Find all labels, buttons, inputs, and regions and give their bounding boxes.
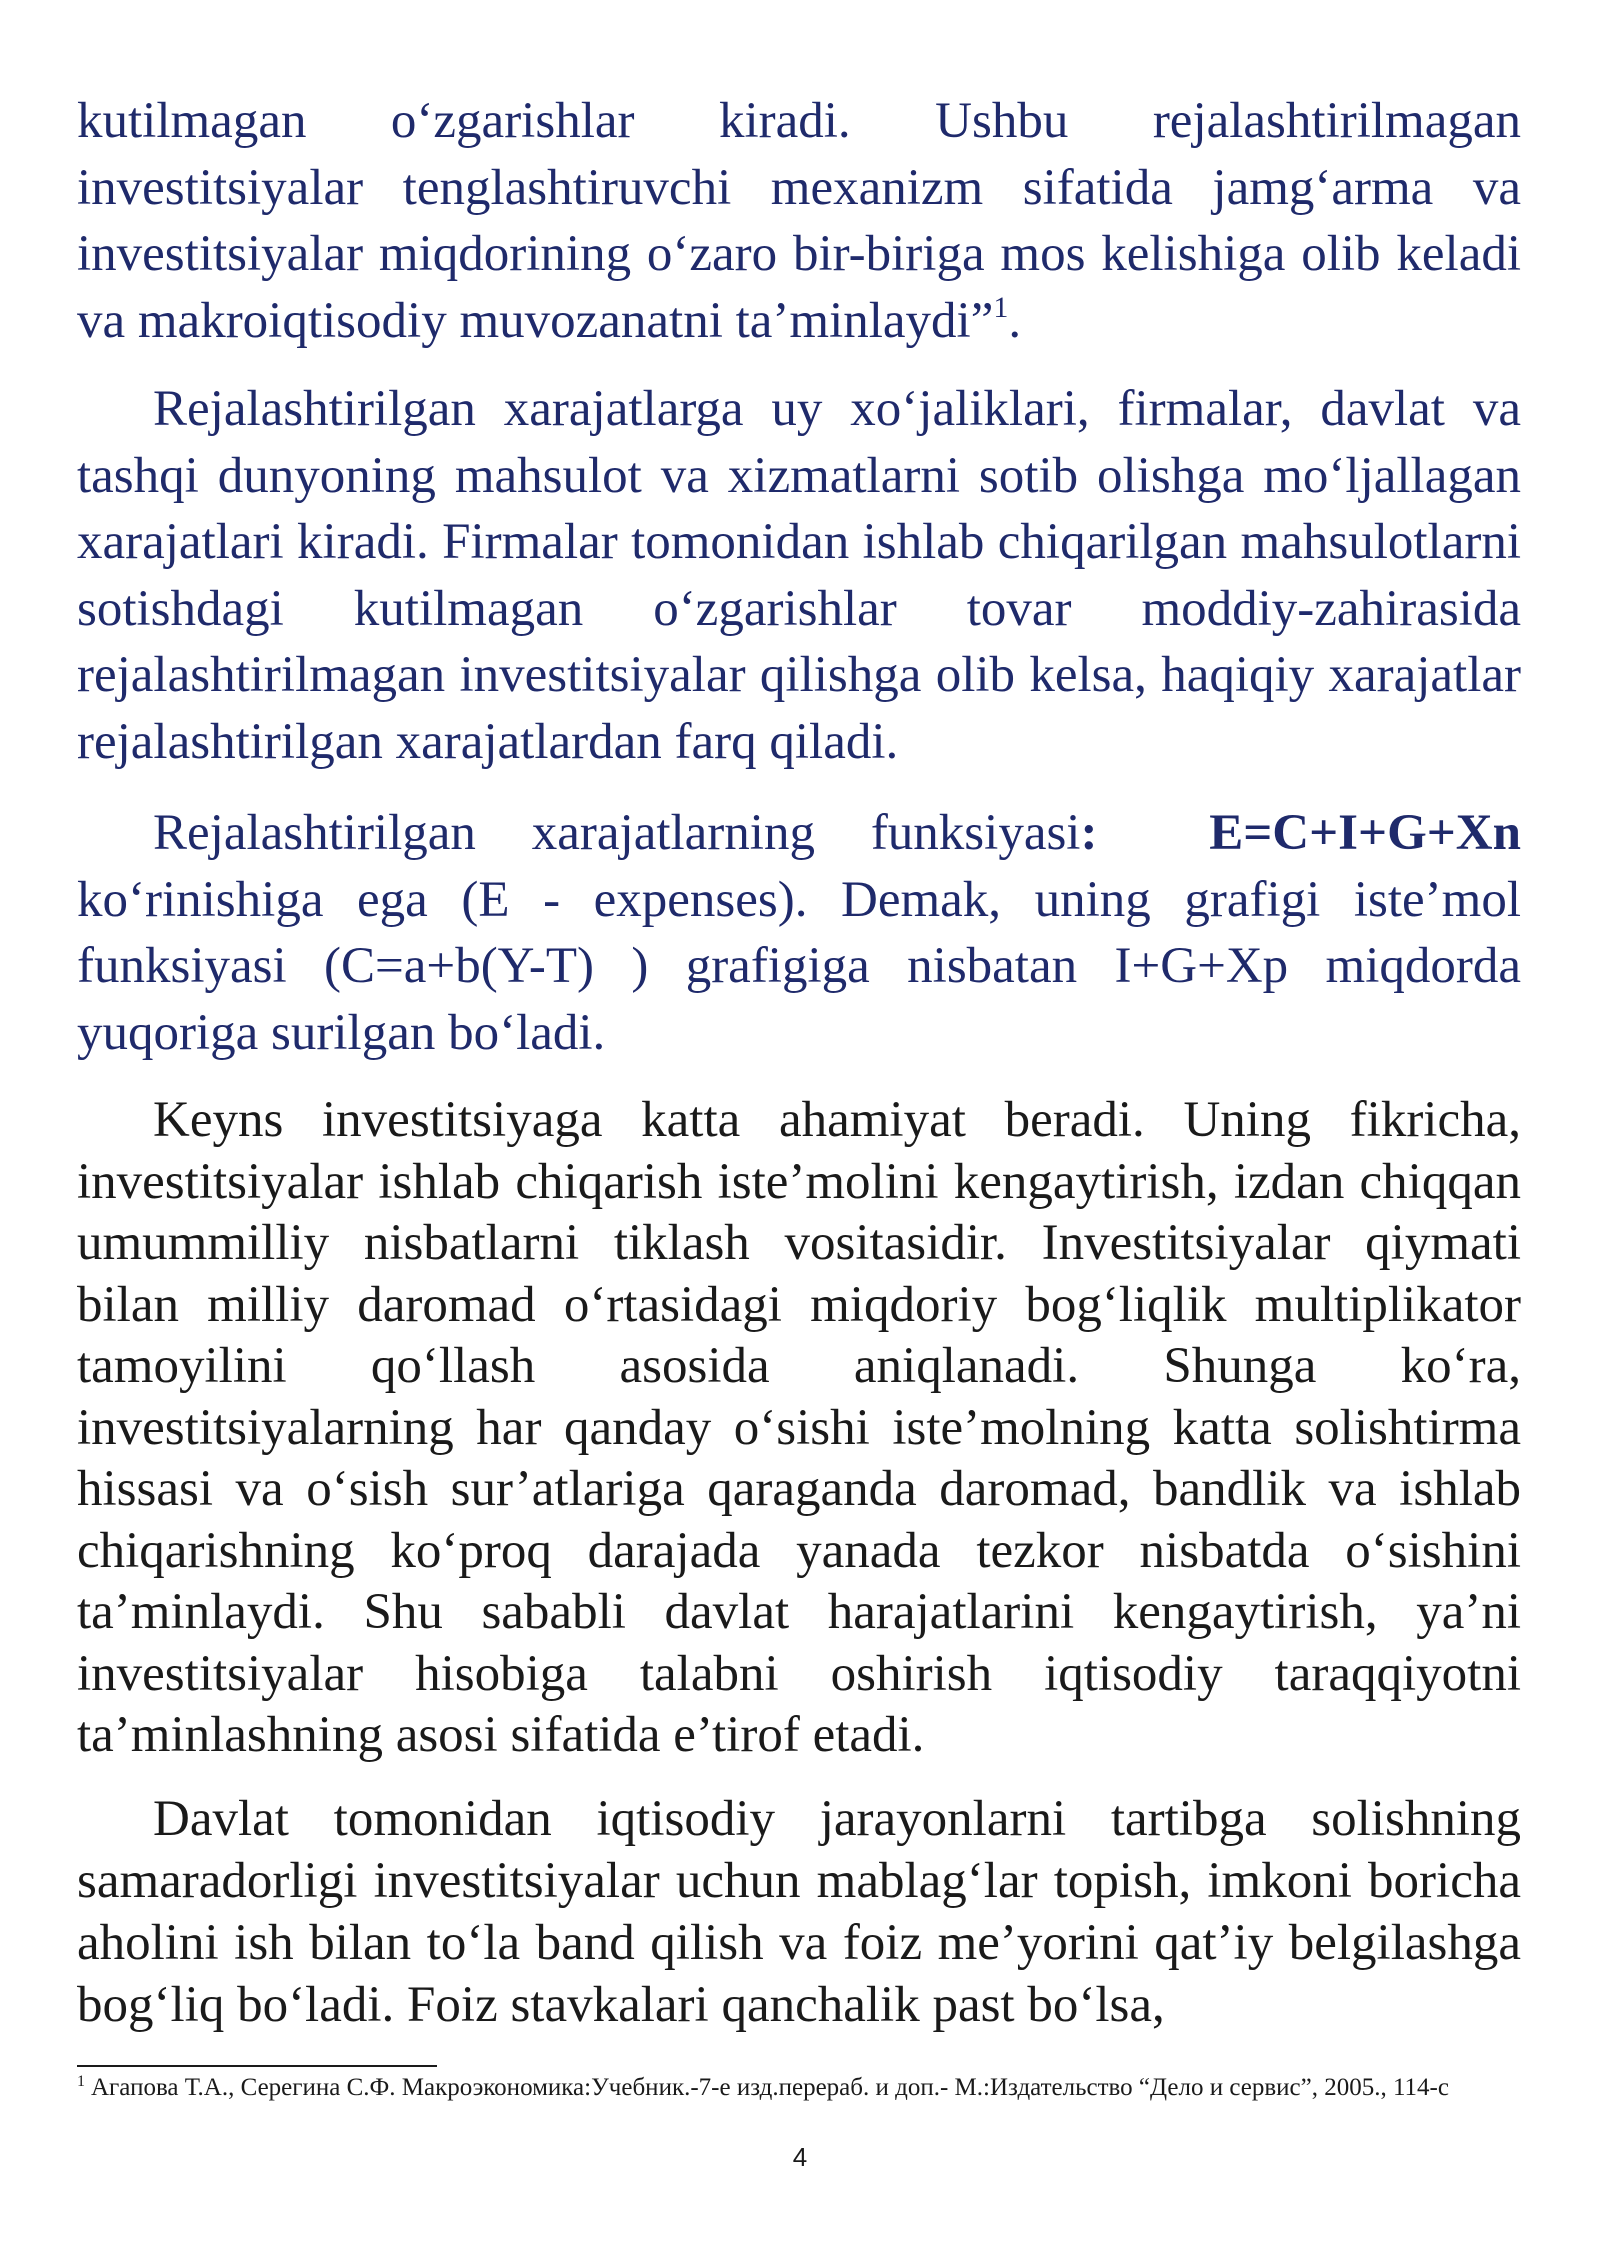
footnote (77, 2072, 1521, 2104)
paragraph-3 (77, 800, 1521, 1066)
paragraph-2: Rejalashtirilgan xarajatlarga uy xo‘jaliklari, firmalar, davlat va tashqi dunyoning mahsulot va xizmatlarni sotib olishga mo‘ljallagan xarajatlari kiradi. Firmalar tomonidan ishlab chiqarilgan mahsulotlarni sotishdagi kutilmagan o‘zgarishlar tovar moddiy-zahirasida rejalashtirilmagan investitsiyalar qilishga olib kelsa, haqiqiy xarajatlar rejalashtirilgan xarajatlardan farq qiladi. (77, 381, 1521, 770)
paragraph-1-text: kutilmagan o‘zgarishlar kiradi. Ushbu rejalashtirilmagan investitsiyalar tenglashtiruvchi mexanizm sifatida jamg‘arma va investitsiyalar miqdorining o‘zaro bir-biriga mos kelishiga olib keladi va makroiqtisodiy muvozanatni ta’minlaydi” (77, 93, 1521, 349)
expenses-formula: E=C+I+G+Xn (1209, 805, 1521, 861)
footnote-text: Агапова Т.А., Серегина С.Ф. Макроэкономика:Учебник.-7-е изд.перераб. и доп.- М.:Издательство “Дело и сервис”, 2005., 114-с (91, 2074, 1449, 2101)
paragraph-3-colon: : (1080, 805, 1098, 861)
paragraph-5: Davlat tomonidan iqtisodiy jarayonlarni tartibga solishning samaradorligi investitsiyalar uchun mablag‘lar topish, imkoni boricha aholini ish bilan to‘la band qilish va foiz me’yorini qat’iy belgilashga bog‘liq bo‘ladi. Foiz stavkalari qanchalik past bo‘lsa, (77, 1791, 1521, 2033)
paragraph-1 (77, 88, 1521, 354)
footnote-marker: 1 (77, 2073, 85, 2090)
paragraph-4: Keyns investitsiyaga katta ahamiyat beradi. Uning fikricha, investitsiyalar ishlab chiqarish iste’molini kengaytirish, izdan chiqqan umummilliy nisbatlarni tiklash vositasidir. Investitsiyalar qiymati bilan milliy daromad o‘rtasidagi miqdoriy bog‘liqlik multiplikator tamoyilini qo‘llash asosida aniqlanadi. Shunga ko‘ra, investitsiyalarning har qanday o‘sishi iste’molning katta solishtirma hissasi va o‘sish sur’atlariga qaraganda daromad, bandlik va ishlab chiqarishning ko‘proq darajada yanada tezkor nisbatda o‘sishini ta’minlaydi. Shu sababli davlat harajatlarini kengaytirish, ya’ni investitsiyalar hisobiga talabni oshirish iqtisodiy taraqqiyotni ta’minlashning asosi sifatida e’tirof etadi. (77, 1092, 1521, 1763)
paragraph-3-rest: ko‘rinishiga ega (E - expenses). Demak, uning grafigi iste’mol funksiyasi (C=a+b(Y-T) ) grafigiga nisbatan I+G+Xp miqdorda yuqoriga surilgan bo‘ladi. (77, 871, 1521, 1061)
footnote-reference: 1 (993, 290, 1009, 324)
footnote-separator (77, 2065, 437, 2067)
paragraph-3-lead: Rejalashtirilgan xarajatlarning funksiyasi (153, 805, 1081, 861)
paragraph-1-end: . (1008, 292, 1022, 349)
page-number: 4 (792, 2142, 808, 2172)
